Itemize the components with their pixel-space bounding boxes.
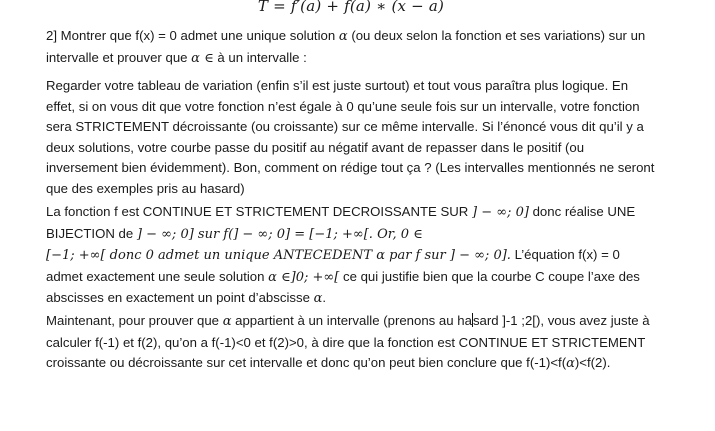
tangent-formula: T = f′(a) + f(a) ∗ (x − a) bbox=[257, 0, 445, 15]
text-run: ce qui justifie bien que la courbe C coupe l’axe des abscisses en exactement un point d’abscisse bbox=[46, 268, 640, 305]
text-run: )<f(2). bbox=[574, 355, 611, 370]
text-run: . bbox=[322, 290, 327, 305]
paragraph-conclusion[interactable] bbox=[46, 311, 658, 375]
math-antecedent: [−1; +∞[ donc 0 admet un unique ANTECEDENT α par f sur ] − ∞; 0]. bbox=[46, 248, 511, 263]
text-run: La fonction f est CONTINUE ET STRICTEMENT DECROISSANTE SUR bbox=[46, 204, 472, 219]
text-run: (ou deux selon la fonction et ses variations) sur un intervalle et prouver que bbox=[46, 28, 646, 65]
text-run: 2] Montrer que f(x) = 0 admet une unique solution bbox=[46, 28, 339, 43]
math-alpha-interval: α ∈]0; +∞[ bbox=[268, 269, 340, 285]
math-alpha: α bbox=[222, 314, 232, 329]
math-interval: ] − ∞; 0] bbox=[472, 205, 529, 220]
math-alpha: α bbox=[338, 29, 348, 44]
math-alpha-in: α ∈ bbox=[191, 50, 214, 66]
math-alpha: α bbox=[566, 356, 575, 371]
text-run: donc réalise UNE BIJECTION de bbox=[46, 204, 636, 241]
text-run: appartient à un intervalle (prenons au ha bbox=[231, 313, 472, 328]
text-run: Maintenant, pour prouver que bbox=[46, 313, 223, 328]
text-run: sard ]-1 ;2[), vous avez juste à calculer f(-1) et f(2), qu’on a f(-1)<0 et f(2)>0, à dire que la fonction est CONTINUE ET STRICTEMENT croissante ou décroissante sur cet intervalle et donc qu’on peut bien conclure que f(-1)<f( bbox=[46, 313, 650, 370]
text-run: à un intervalle : bbox=[213, 49, 307, 65]
paragraph-question[interactable] bbox=[46, 26, 658, 69]
paragraph-explanation[interactable]: Regarder votre tableau de variation (enfin s’il est juste surtout) et tout vous paraîtra plus logique. En effet, si on vous dit que votre fonction n’est égale à 0 qu’une seule fois sur un intervalle, votre fonction sera STRICTEMENT décroissante (ou croissante) sur ce même intervalle. Si l’énoncé vous dit qu’il y a deux solutions, votre courbe passe du positif au négatif avant de repasser dans le positif (ou inversement bien évidemment). Bon, comment on rédige tout ça ? (Les intervalles mentionnés ne seront que des exemples pris au hasard) bbox=[46, 78, 655, 196]
paragraph-bijection[interactable] bbox=[46, 202, 658, 310]
math-image-interval: ] − ∞; 0] sur f(] − ∞; 0] = [−1; +∞[. Or, 0 ∈ bbox=[136, 226, 423, 242]
math-alpha: α bbox=[313, 291, 323, 306]
text-run: L’équation f(x) = 0 admet exactement une seule solution bbox=[46, 247, 620, 284]
